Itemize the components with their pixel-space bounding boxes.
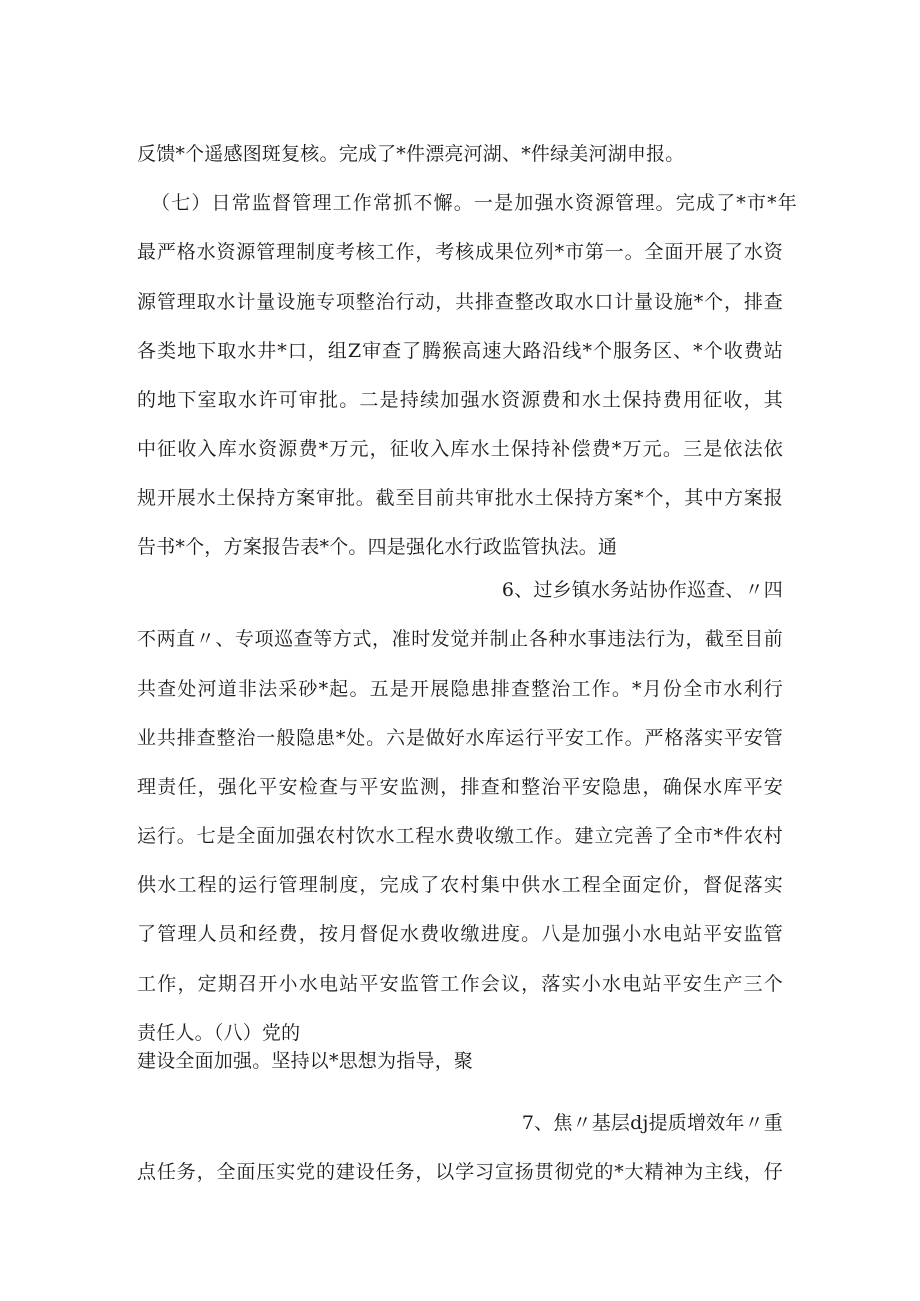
text-line-6: 的地下室取水许可审批。二是持续加强水资源费和水土保持费用征收，其 — [137, 389, 783, 411]
text-line-4: 源管理取水计量设施专项整治行动，共排查整改取水口计量设施*个，排查 — [137, 291, 783, 313]
text-line-12: 业共排查整治一般隐患*处。六是做好水库运行平安工作。严格落实平安管 — [137, 727, 783, 749]
text-line-13: 理责任，强化平安检查与平安监测，排查和整治平安隐患，确保水库平安 — [137, 776, 783, 798]
text-line-19: 建设全面加强。坚持以*思想为指导，聚 — [137, 1050, 474, 1072]
numbered-line-7: 7、焦〃基层dj提质增效年〃重 — [521, 1112, 783, 1134]
text-line-17: 工作，定期召开小水电站平安监管工作会议，落实小水电站平安生产三个 — [137, 973, 783, 995]
text-line-20: 点任务，全面压实党的建设任务，以学习宣扬贯彻党的*大精神为主线，仔 — [137, 1161, 783, 1183]
text-line-2: （七）日常监督管理工作常抓不懈。一是加强水资源管理。完成了*市*年 — [151, 192, 797, 214]
text-line-5: 各类地下取水井*口，组Z审查了腾猴高速大路沿线*个服务区、*个收费站 — [137, 340, 783, 362]
text-line-7: 中征收入库水资源费*万元，征收入库水土保持补偿费*万元。三是依法依 — [137, 438, 783, 460]
text-line-8: 规开展水土保持方案审批。截至目前共审批水土保持方案*个，其中方案报 — [137, 487, 783, 509]
text-line-16: 了管理人员和经费，按月督促水费收缴进度。八是加强小水电站平安监管 — [137, 923, 783, 945]
text-line-11: 共查处河道非法采砂*起。五是开展隐患排查整治工作。*月份全市水利行 — [137, 678, 783, 700]
numbered-line-6: 6、过乡镇水务站协作巡查、〃四 — [501, 579, 783, 601]
text-line-3: 最严格水资源管理制度考核工作，考核成果位列*市第一。全面开展了水资 — [137, 241, 783, 263]
text-line-9: 告书*个，方案报告表*个。四是强化水行政监管执法。通 — [137, 536, 618, 558]
text-line-10: 不两直〃、专项巡查等方式，准时发觉并制止各种水事违法行为，截至目前 — [137, 628, 783, 650]
text-line-1: 反馈*个遥感图斑复核。完成了*件漂亮河湖、*件绿美河湖申报。 — [137, 143, 685, 165]
text-line-15: 供水工程的运行管理制度，完成了农村集中供水工程全面定价，督促落实 — [137, 874, 783, 896]
text-line-14: 运行。七是全面加强农村饮水工程水费收缴工作。建立完善了全市*件农村 — [137, 825, 783, 847]
text-line-18: 责任人。（八）党的 — [137, 1022, 301, 1044]
